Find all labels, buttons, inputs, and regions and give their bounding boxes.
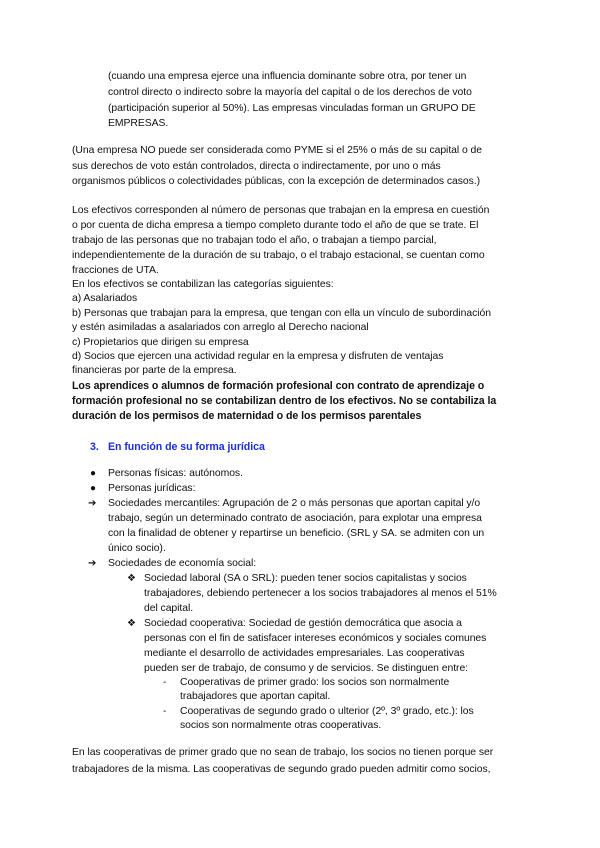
section-heading-number: 3. — [90, 441, 99, 453]
diamond2-line-4: pueden ser de trabajo, de consumo y de servicios. Se distinguen entre: — [144, 663, 469, 674]
dash1-line-1: Cooperativas de primer grado: los socios son normalmente — [180, 677, 450, 688]
dash2-line-2: socios son normalmente otras cooperativas. — [180, 720, 382, 731]
para3-line-5: fracciones de UTA. — [72, 265, 159, 276]
para3-line-2: o por cuenta de dicha empresa a tiempo completo durante todo el año de que se trate. El — [72, 220, 479, 231]
para1-line-3: (participación superior al 50%). Las empresas vinculadas forman un GRUPO DE — [108, 103, 476, 114]
dash1-line-2: trabajadores que aportan capital. — [180, 691, 331, 702]
diamond1-line-1: Sociedad laboral (SA o SRL): pueden tener socios capitalistas y socios — [144, 573, 467, 584]
diamond1-line-2: trabajadores, debiendo pertenecer a los socios trabajadores al menos el 51% — [144, 588, 497, 599]
para3-bold-line-2: formación profesional no se contabilizan dentro de los efectivos. No se contabiliza la — [72, 395, 497, 407]
final-line-1: En las cooperativas de primer grado que no sean de trabajo, los socios no tienen porque ser — [72, 747, 494, 758]
diamond-icon: ❖ — [127, 573, 136, 584]
para3-bold-line-3: duración de los permisos de maternidad o de los permisos parentales — [72, 410, 422, 422]
para2-line-1: (Una empresa NO puede ser considerada como PYME si el 25% o más de su capital o de — [72, 145, 483, 156]
final-line-2: trabajadores de la misma. Las cooperativas de segundo grado pueden admitir como socios, — [72, 764, 491, 775]
para3-line-7: a) Asalariados — [72, 293, 138, 304]
arrow-icon: ➔ — [88, 558, 97, 569]
bullet-item-1: Personas físicas: autónomos. — [108, 468, 243, 479]
para1-line-2: control directo o indirecto sobre la mayoría del capital o de los derechos de voto — [108, 87, 472, 98]
arrow1-line-2: trabajo, según un determinado contrato de asociación, para explotar una empresa — [108, 513, 482, 524]
para3-line-11: d) Socios que ejercen una actividad regular en la empresa y disfruten de ventajas — [72, 351, 444, 362]
para3-line-10: c) Propietarios que dirigen su empresa — [72, 337, 249, 348]
para2-line-2: sus derechos de voto están controlados, directa o indirectamente, por uno o más — [72, 161, 441, 172]
para3-line-3: trabajo de las personas que no trabajan todo el año, o trabajan a tiempo parcial, — [72, 235, 437, 246]
arrow1-line-3: con la finalidad de obtener y repartirse un beneficio. (SRL y SA. se admiten con un — [108, 528, 485, 539]
bullet-icon: ● — [90, 483, 97, 494]
diamond1-line-3: del capital. — [144, 603, 194, 614]
para2-line-3: organismos públicos o colectividades públicas, con la excepción de determinados casos.) — [72, 176, 481, 187]
bullet-icon: ● — [90, 468, 97, 479]
diamond-icon: ❖ — [127, 618, 136, 629]
dash-icon: - — [163, 706, 167, 717]
para3-line-1: Los efectivos corresponden al número de personas que trabajan en la empresa en cuestión — [72, 205, 490, 216]
para1-line-4: EMPRESAS. — [108, 118, 169, 129]
bullet-item-2: Personas jurídicas: — [108, 483, 196, 494]
dash-icon: - — [163, 677, 167, 688]
para3-line-12: financieras por parte de la empresa. — [72, 365, 237, 376]
para3-line-4: independientemente de la duración de su trabajo, o el trabajo estacional, se cuentan como — [72, 250, 485, 261]
diamond2-line-3: mediante el desarrollo de actividades empresariales. Las cooperativas — [144, 648, 465, 659]
dash2-line-1: Cooperativas de segundo grado o ulterior (2º, 3º grado, etc.): los — [180, 706, 474, 717]
arrow2-line: Sociedades de economía social: — [108, 558, 257, 569]
para3-line-6: En los efectivos se contabilizan las categorías siguientes: — [72, 279, 334, 290]
para1-line-1: (cuando una empresa ejerce una influencia dominante sobre otra, por tener un — [108, 71, 467, 82]
para3-line-8: b) Personas que trabajan para la empresa, que tengan con ella un vínculo de subordinación — [72, 308, 491, 319]
arrow-icon: ➔ — [88, 498, 97, 509]
diamond2-line-1: Sociedad cooperativa: Sociedad de gestión democrática que asocia a — [144, 618, 462, 629]
para3-bold-line-1: Los aprendices o alumnos de formación profesional con contrato de aprendizaje o — [72, 380, 485, 392]
arrow1-line-4: único socio). — [108, 543, 166, 554]
para3-line-9: y estén asimiladas a asalariados con arreglo al Derecho nacional — [72, 322, 369, 333]
section-heading: En función de su forma jurídica — [108, 441, 265, 453]
diamond2-line-2: personas con el fin de satisfacer intereses económicos y sociales comunes — [144, 633, 487, 644]
arrow1-line-1: Sociedades mercantiles: Agrupación de 2 o más personas que aportan capital y/o — [108, 498, 481, 509]
